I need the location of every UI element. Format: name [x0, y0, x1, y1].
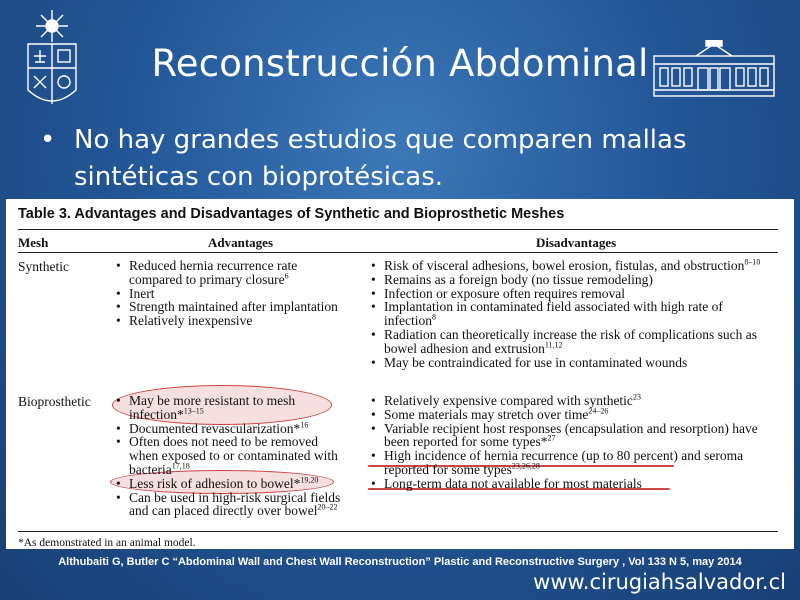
bioprosthetic-advantages: [116, 394, 341, 518]
list-item: • Remains as a foreign body (no tissue remodeling): [371, 273, 776, 287]
bullet-dot-icon: •: [40, 125, 56, 155]
table-title: Table 3. Advantages and Disadvantages of Synthetic and Bioprosthetic Meshes: [18, 206, 565, 222]
list-item: • Infection or exposure often requires removal: [371, 287, 776, 301]
table-footnote: *As demonstrated in an animal model.: [18, 537, 196, 549]
list-item: • Reduced hernia recurrence rate compared to primary closure$^6$: [116, 259, 341, 287]
list-item: • Some materials may stretch over time$^{24-26}$: [371, 408, 776, 422]
slide-title: Reconstrucción Abdominal: [151, 42, 649, 85]
header-disadvantages: Disadvantages: [536, 235, 617, 250]
list-item: • Documented revascularization*$^{16}$: [116, 422, 341, 436]
table-bottom-rule: [18, 531, 778, 532]
list-item: • May be more resistant to mesh infection*$^{13-15}$: [116, 394, 341, 422]
table-top-rule: [18, 229, 778, 230]
list-item: • Inert: [116, 287, 341, 301]
list-item: • Risk of visceral adhesions, bowel erosion, fistulas, and obstruction$^{8-10}$: [371, 259, 776, 273]
header-mesh: Mesh: [18, 235, 49, 250]
row-label-bioprosthetic: Bioprosthetic: [18, 394, 91, 409]
list-item: • Strength maintained after implantation: [116, 300, 341, 314]
bullet-point: [40, 122, 760, 196]
bioprosthetic-disadvantages: [371, 394, 776, 491]
citation: Althubaiti G, Butler C “Abdominal Wall and Chest Wall Reconstruction” Plastic and Reconstructive Surgery , Vol 133 N 5, may 2014: [58, 556, 742, 568]
row-label-synthetic: Synthetic: [18, 259, 69, 274]
synthetic-disadvantages: [371, 259, 776, 369]
header-advantages: Advantages: [208, 235, 274, 250]
table-panel: [6, 199, 794, 549]
list-item: • Radiation can theoretically increase the risk of complications such as bowel adhesion and extrusion$^{11,12}$: [371, 328, 776, 356]
list-item: • May be contraindicated for use in contaminated wounds: [371, 356, 776, 370]
list-item: • High incidence of hernia recurrence (up to 80 percent) and seroma reported for some types$^{23,26,28}$: [371, 449, 776, 477]
list-item: • Relatively inexpensive: [116, 314, 341, 328]
list-item: • Variable recipient host responses (encapsulation and resorption) have been reported for some types*$^{27}$: [371, 422, 776, 450]
bullet-text: No hay grandes estudios que comparen mallas sintéticas con bioprotésicas.: [74, 125, 687, 192]
list-item: • Relatively expensive compared with synthetic$^{23}$: [371, 394, 776, 408]
list-item: • Implantation in contaminated field associated with high rate of infection$^8$: [371, 300, 776, 328]
list-item: • Long-term data not available for most materials: [371, 477, 776, 491]
list-item: • Can be used in high-risk surgical fields and can placed directly over bowel$^{20-22}$: [116, 491, 341, 519]
list-item: • Less risk of adhesion to bowel*$^{19,20}$: [116, 477, 341, 491]
website-url: www.cirugiahsalvador.cl: [533, 570, 786, 594]
table-header-rule: [18, 252, 778, 253]
synthetic-advantages: [116, 259, 341, 328]
list-item: • Often does not need to be removed when exposed to or contaminated with bacteria$^{17,18}$: [116, 435, 341, 476]
